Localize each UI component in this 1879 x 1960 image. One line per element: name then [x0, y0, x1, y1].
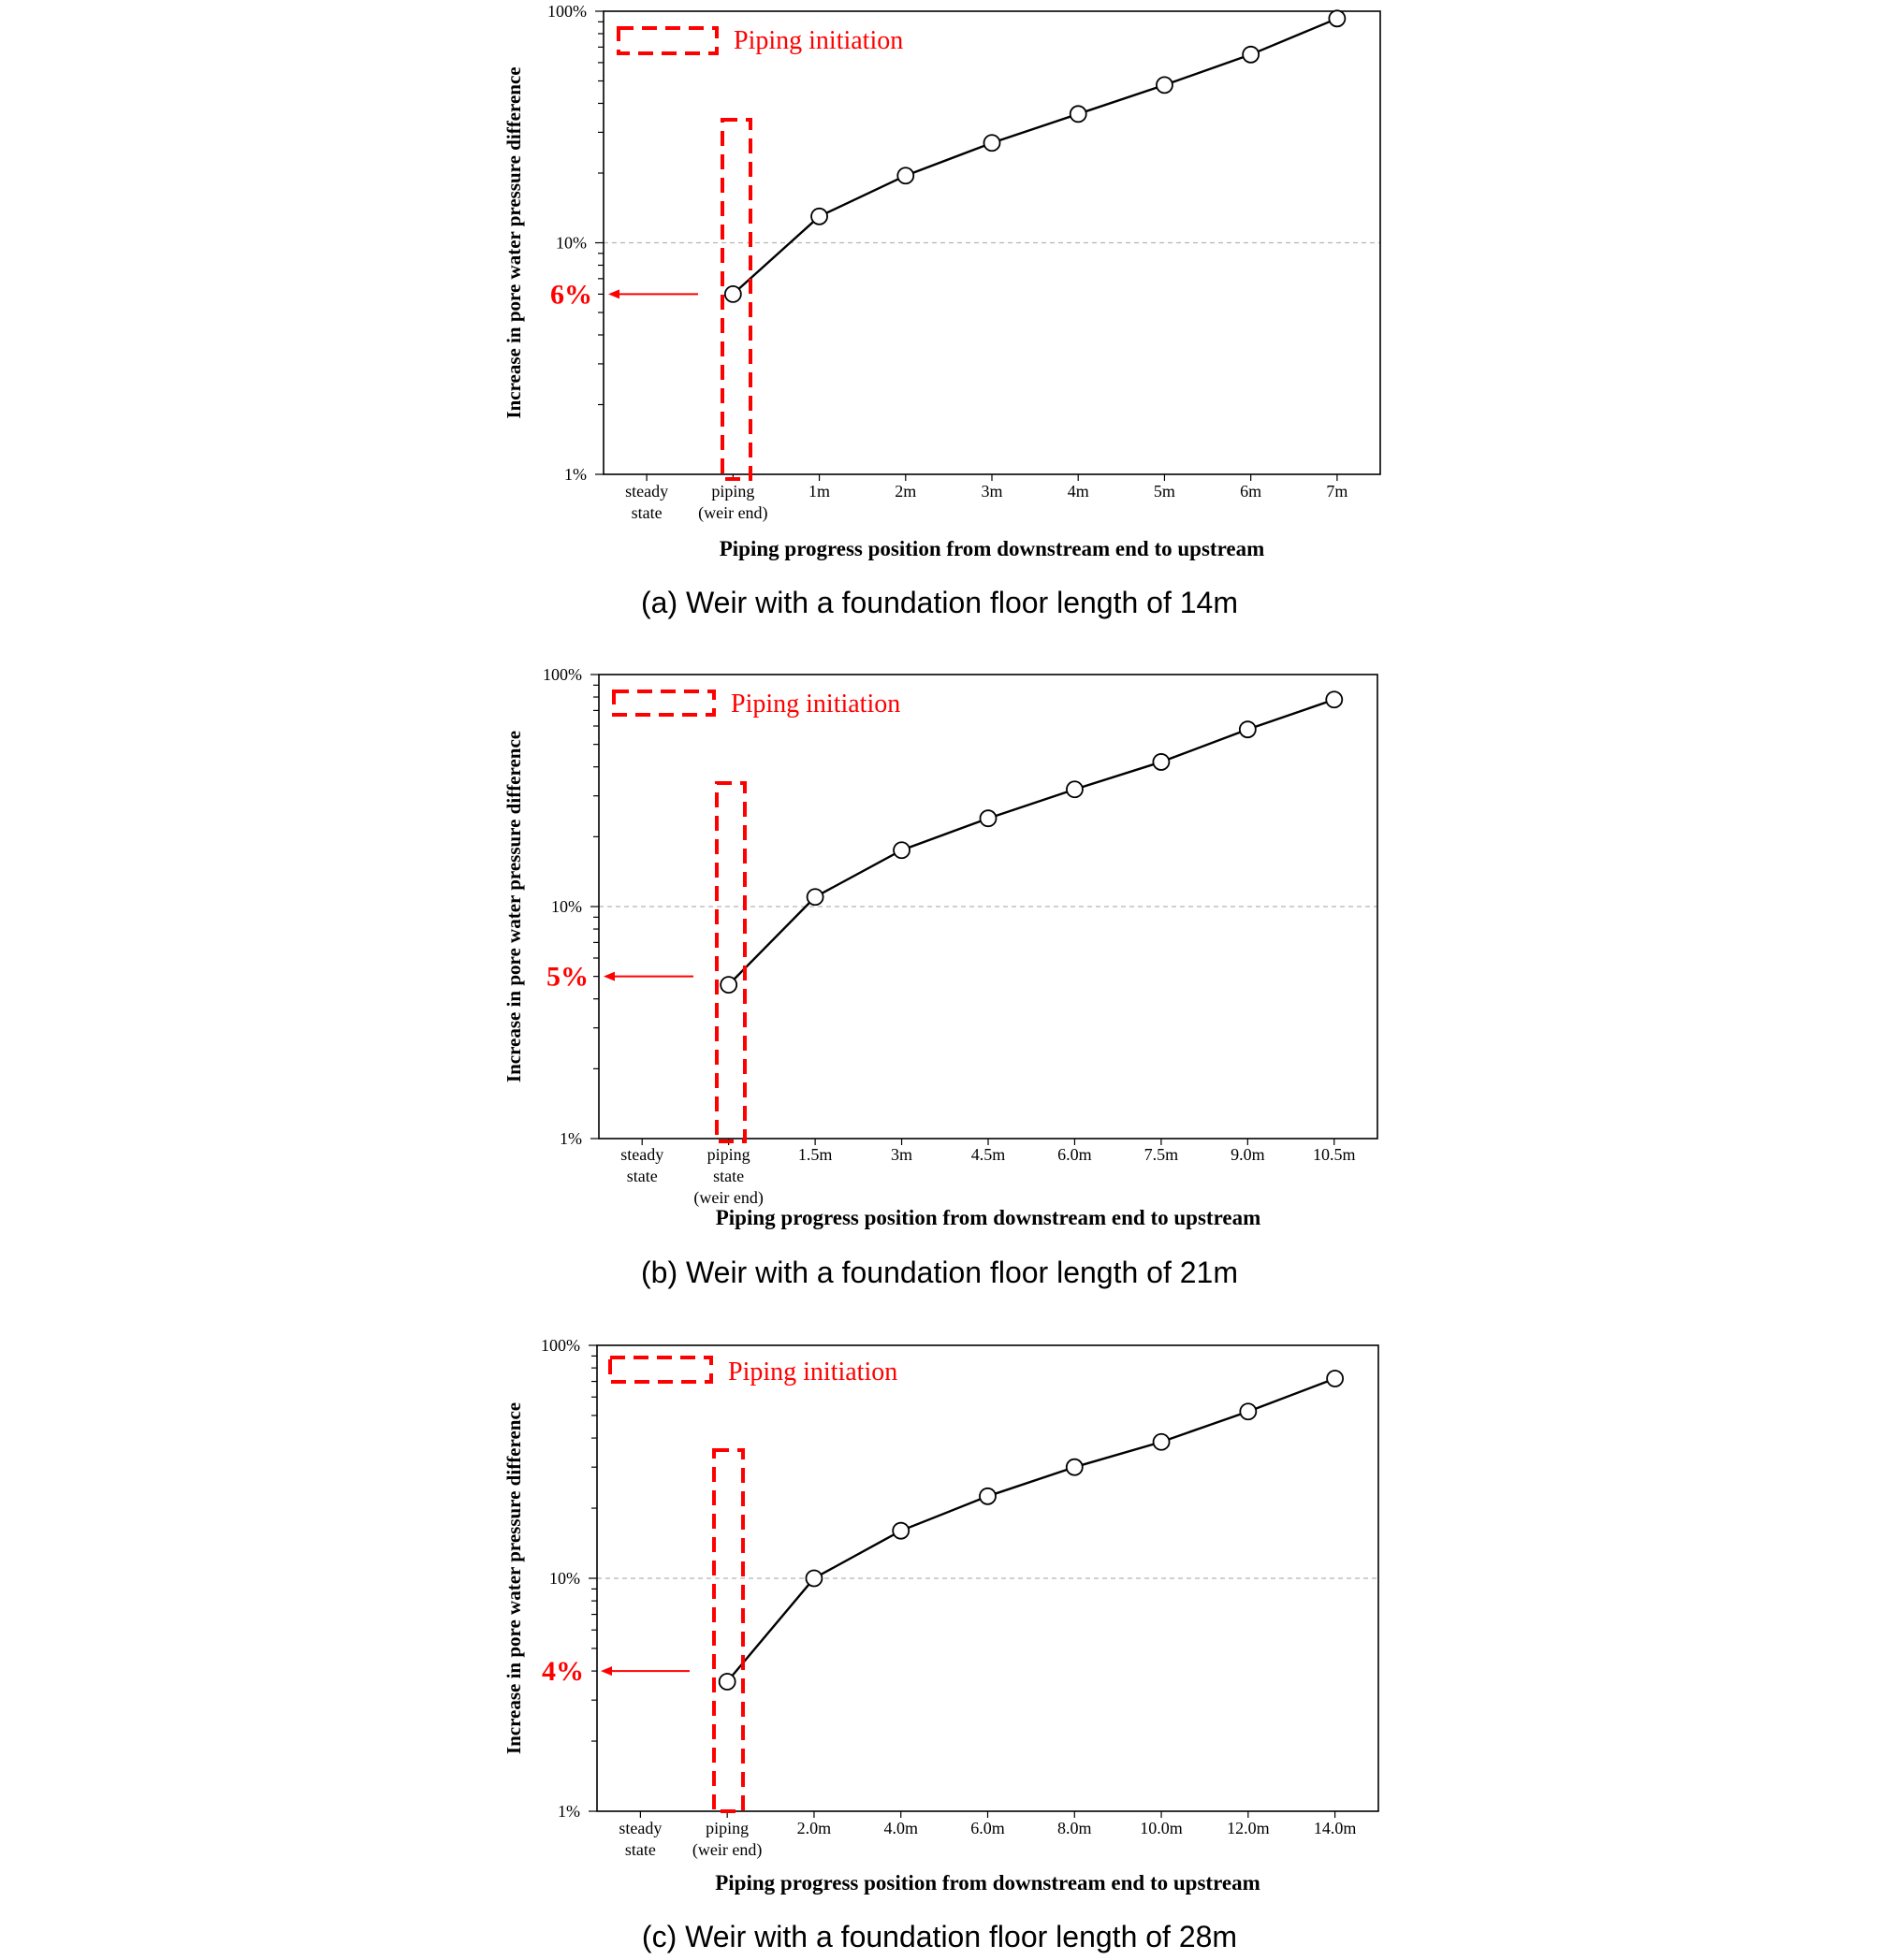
x-tick-label: 2m — [895, 482, 917, 501]
x-tick-label: state — [626, 1167, 658, 1185]
x-tick-label: state — [624, 1840, 656, 1859]
x-tick-label: piping — [711, 482, 755, 501]
x-axis-label: Piping progress position from downstream end to upstream — [719, 537, 1265, 560]
y-axis-label: Increase in pore water pressure difference — [503, 1401, 525, 1755]
data-point — [981, 810, 997, 826]
x-tick-label: 12.0m — [1227, 1819, 1270, 1837]
chart-panel-b — [503, 665, 1377, 1289]
x-tick-label: 4.0m — [883, 1819, 918, 1837]
x-tick-label: 9.0m — [1231, 1145, 1265, 1164]
x-tick-label: steady — [619, 1819, 663, 1837]
annotation-arrow-head — [608, 289, 619, 298]
data-point — [808, 889, 823, 905]
y-tick-label: 1% — [560, 1129, 582, 1148]
data-point — [893, 1523, 909, 1539]
data-point — [1326, 691, 1342, 707]
y-tick-label: 1% — [558, 1802, 580, 1821]
chart-panel-a — [503, 2, 1380, 619]
x-tick-label: 7.5m — [1143, 1145, 1179, 1164]
data-point — [1243, 47, 1259, 63]
annotation-label: 4% — [542, 1656, 584, 1688]
legend-label: Piping initiation — [731, 690, 901, 719]
x-tick-label: 1.5m — [797, 1145, 833, 1164]
data-point — [1327, 1371, 1343, 1387]
x-tick-label: 4m — [1067, 482, 1089, 501]
x-tick-label: 3m — [981, 482, 1003, 501]
figure-caption: (b) Weir with a foundation floor length of 21m — [641, 1256, 1238, 1289]
data-point — [1329, 10, 1345, 26]
series-line — [729, 700, 1334, 985]
x-tick-label: piping — [706, 1145, 750, 1164]
annotation-label: 6% — [550, 279, 592, 311]
data-point — [811, 209, 827, 225]
x-tick-label: 3m — [891, 1145, 913, 1164]
x-tick-label: 6.0m — [1057, 1145, 1092, 1164]
annotation-label: 5% — [546, 961, 589, 993]
x-tick-label: 5m — [1153, 482, 1175, 501]
data-point — [980, 1488, 996, 1504]
data-point — [984, 135, 1000, 151]
data-point — [1153, 754, 1169, 770]
y-tick-label: 100% — [547, 2, 587, 21]
x-tick-label: 14.0m — [1313, 1819, 1357, 1837]
x-tick-label: state — [713, 1167, 745, 1185]
data-point — [721, 977, 736, 993]
x-tick-label: state — [631, 503, 663, 522]
data-point — [806, 1571, 822, 1587]
x-axis-label: Piping progress position from downstream end to upstream — [715, 1871, 1260, 1895]
data-point — [897, 167, 913, 183]
legend-swatch — [619, 28, 717, 53]
y-tick-label: 10% — [556, 233, 587, 253]
y-axis-label: Increase in pore water pressure difference — [503, 730, 525, 1083]
legend-swatch — [614, 691, 714, 715]
x-tick-label: piping — [706, 1819, 750, 1837]
y-tick-label: 10% — [549, 1569, 580, 1588]
x-tick-label: 8.0m — [1057, 1819, 1092, 1837]
x-tick-label: (weir end) — [693, 1188, 764, 1207]
y-axis-label: Increase in pore water pressure difference — [503, 66, 525, 419]
x-tick-label: 2.0m — [796, 1819, 832, 1837]
chart-panel-c — [503, 1336, 1378, 1953]
legend-swatch — [610, 1357, 711, 1382]
x-tick-label: 6m — [1240, 482, 1262, 501]
y-tick-label: 100% — [543, 665, 582, 684]
annotation-arrow-head — [604, 972, 615, 981]
x-tick-label: 10.5m — [1313, 1145, 1356, 1164]
legend-label: Piping initiation — [728, 1357, 898, 1387]
legend-label: Piping initiation — [734, 26, 904, 55]
piping-initiation-box — [714, 1450, 743, 1811]
series-line — [727, 1379, 1334, 1682]
figure-caption: (a) Weir with a foundation floor length of 14m — [641, 586, 1238, 619]
x-tick-label: 10.0m — [1140, 1819, 1183, 1837]
y-tick-label: 10% — [551, 897, 582, 916]
data-point — [894, 842, 910, 858]
figure-caption: (c) Weir with a foundation floor length of 28m — [641, 1920, 1238, 1953]
data-point — [1157, 77, 1173, 93]
data-point — [1071, 106, 1086, 122]
x-tick-label: 1m — [808, 482, 831, 501]
x-axis-label: Piping progress position from downstream end to upstream — [715, 1206, 1261, 1229]
x-tick-label: 4.5m — [970, 1145, 1006, 1164]
x-tick-label: steady — [625, 482, 669, 501]
piping-initiation-box — [717, 783, 745, 1141]
data-point — [1240, 721, 1256, 737]
x-tick-label: (weir end) — [692, 1840, 763, 1859]
x-tick-label: 7m — [1326, 482, 1348, 501]
data-point — [1240, 1403, 1256, 1419]
data-point — [1067, 1459, 1083, 1475]
y-tick-label: 1% — [564, 465, 587, 484]
annotation-arrow-head — [601, 1666, 612, 1676]
x-tick-label: (weir end) — [698, 503, 768, 522]
data-point — [1154, 1434, 1170, 1450]
data-point — [725, 286, 741, 302]
y-tick-label: 100% — [541, 1336, 580, 1355]
x-tick-label: 6.0m — [970, 1819, 1005, 1837]
x-tick-label: steady — [620, 1145, 664, 1164]
data-point — [720, 1674, 736, 1690]
data-point — [1067, 781, 1083, 797]
